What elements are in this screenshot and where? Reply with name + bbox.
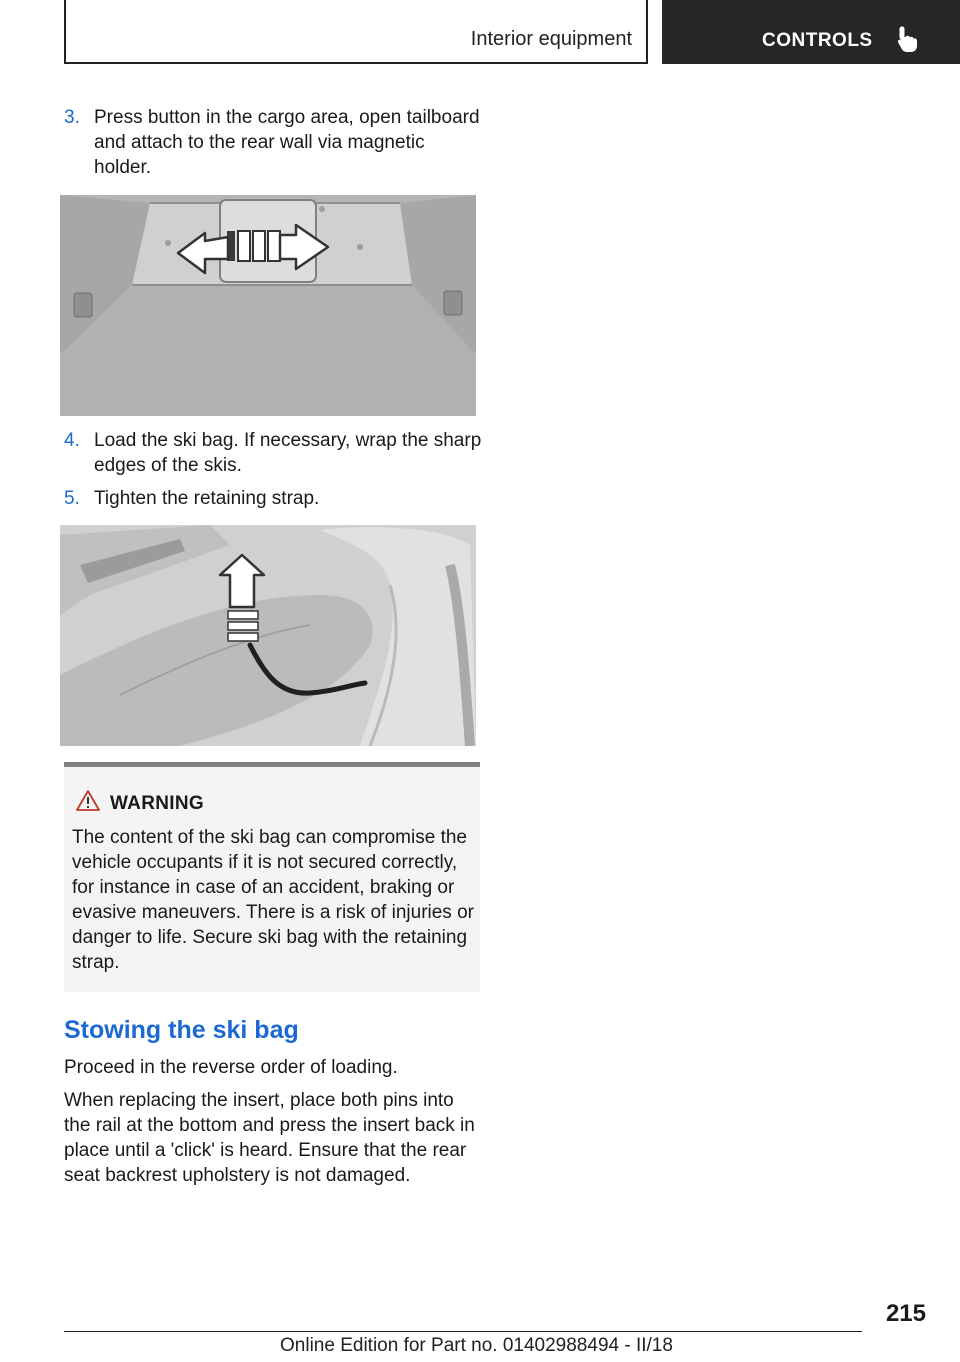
header-section-box xyxy=(64,0,648,64)
footer-divider xyxy=(64,1331,862,1332)
step-number: 5. xyxy=(64,488,80,509)
header-chapter-title: CONTROLS xyxy=(762,30,873,51)
step-text: Tighten the retaining strap. xyxy=(94,488,320,509)
page-number: 215 xyxy=(885,1300,926,1327)
footer-edition: Online Edition for Part no. 01402988494 - II/18 xyxy=(280,1335,673,1356)
header-section-title: Interior equipment xyxy=(470,28,632,50)
header-chapter-box xyxy=(662,0,960,64)
warning-title: WARNING xyxy=(110,793,204,814)
section-paragraph: When replacing the insert, place both pins into the rail at the bottom and press the insert back in place until a 'click' is heard. Ensure that the rear seat backrest upholstery is not damaged. xyxy=(64,1090,475,1186)
warning-triangle-icon xyxy=(76,789,100,811)
step-text: Press button in the cargo area, open tailboard and attach to the rear wall via magnetic holder. xyxy=(94,107,480,178)
section-heading: Stowing the ski bag xyxy=(64,1016,299,1044)
step-text: Load the ski bag. If necessary, wrap the sharp edges of the skis. xyxy=(94,430,482,476)
pointing-hand-icon xyxy=(896,25,920,53)
section-paragraph: Proceed in the reverse order of loading. xyxy=(64,1057,398,1078)
cargo-area-illustration xyxy=(60,195,476,416)
warning-text: The content of the ski bag can compromise the vehicle occupants if it is not secured correctly, for instance in case of an accident, braking or evasive maneuvers. There is a risk of injuries or danger to life. Secure ski bag with the retaining strap. xyxy=(72,827,474,973)
step-number: 3. xyxy=(64,107,80,128)
retaining-strap-illustration xyxy=(60,525,476,746)
step-number: 4. xyxy=(64,430,80,451)
warning-box xyxy=(64,762,480,992)
